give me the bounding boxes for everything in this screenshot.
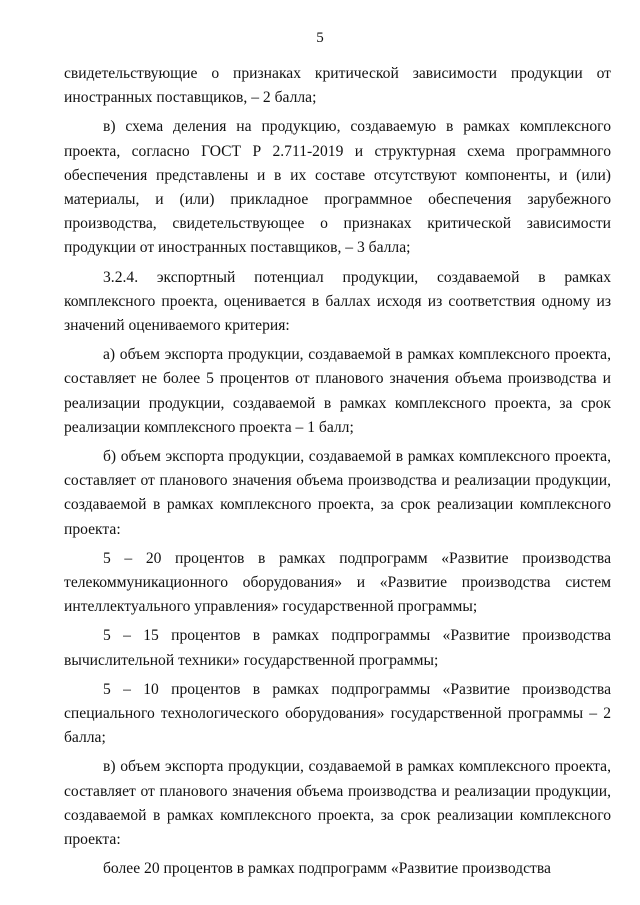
document-body [64, 62, 611, 882]
paragraph-export-a: а) объем экспорта продукции, создаваемой в рамках комплексного проекта, составляет не более 5 процентов от планового значения объема производства и реализации продукции, создаваемой в рамках комплексного проекта, за срок реализации комплексного проекта – 1 балл; [64, 346, 611, 436]
paragraph-export-b-special-equipment: 5 – 10 процентов в рамках подпрограммы «Развитие производства специального технологического оборудования» государственной программы – 2 балла; [64, 680, 611, 747]
paragraph-export-v: в) объем экспорта продукции, создаваемой в рамках комплексного проекта, составляет от планового значения объема производства и реализации продукции, создаваемой в рамках комплексного проекта, за срок реализации комплексного проекта: [64, 758, 611, 849]
paragraph-export-v-over-20: более 20 процентов в рамках подпрограмм «Развитие производства [103, 860, 551, 878]
paragraph-criterion-b-continuation: свидетельствующие о признаках критической зависимости продукции от иностранных поставщиков, – 2 балла; [64, 65, 611, 107]
paragraph-criterion-v-product-scheme: в) схема деления на продукцию, создаваемую в рамках комплексного проекта, согласно ГОСТ Р 2.711-2019 и структурная схема программного обеспечения представлены и в их составе отсутствуют компоненты, и (или) материалы, и (или) прикладное программное обеспечения зарубежного производства, свидетельствующее о признаках критической зависимости продукции от иностранных поставщиков, – 3 балла; [64, 118, 611, 257]
paragraph-export-b: б) объем экспорта продукции, создаваемой в рамках комплексного проекта, составляет от планового значения объема производства и реализации продукции, создаваемой в рамках комплексного проекта, за срок реализации комплексного проекта: [64, 448, 611, 538]
paragraph-export-b-computing: 5 – 15 процентов в рамках подпрограммы «Развитие производства вычислительной техники» государственной программы; [64, 627, 611, 669]
paragraph-export-b-telecom: 5 – 20 процентов в рамках подпрограмм «Развитие производства телекоммуникационного оборудования» и «Развитие производства систем интеллектуального управления» государственной программы; [64, 549, 611, 616]
paragraph-section-3-2-4: 3.2.4. экспортный потенциал продукции, создаваемой в рамках комплексного проекта, оценивается в баллах исходя из соответствия одному из значений оцениваемого критерия: [64, 268, 611, 335]
page-number: 5 [316, 30, 324, 46]
